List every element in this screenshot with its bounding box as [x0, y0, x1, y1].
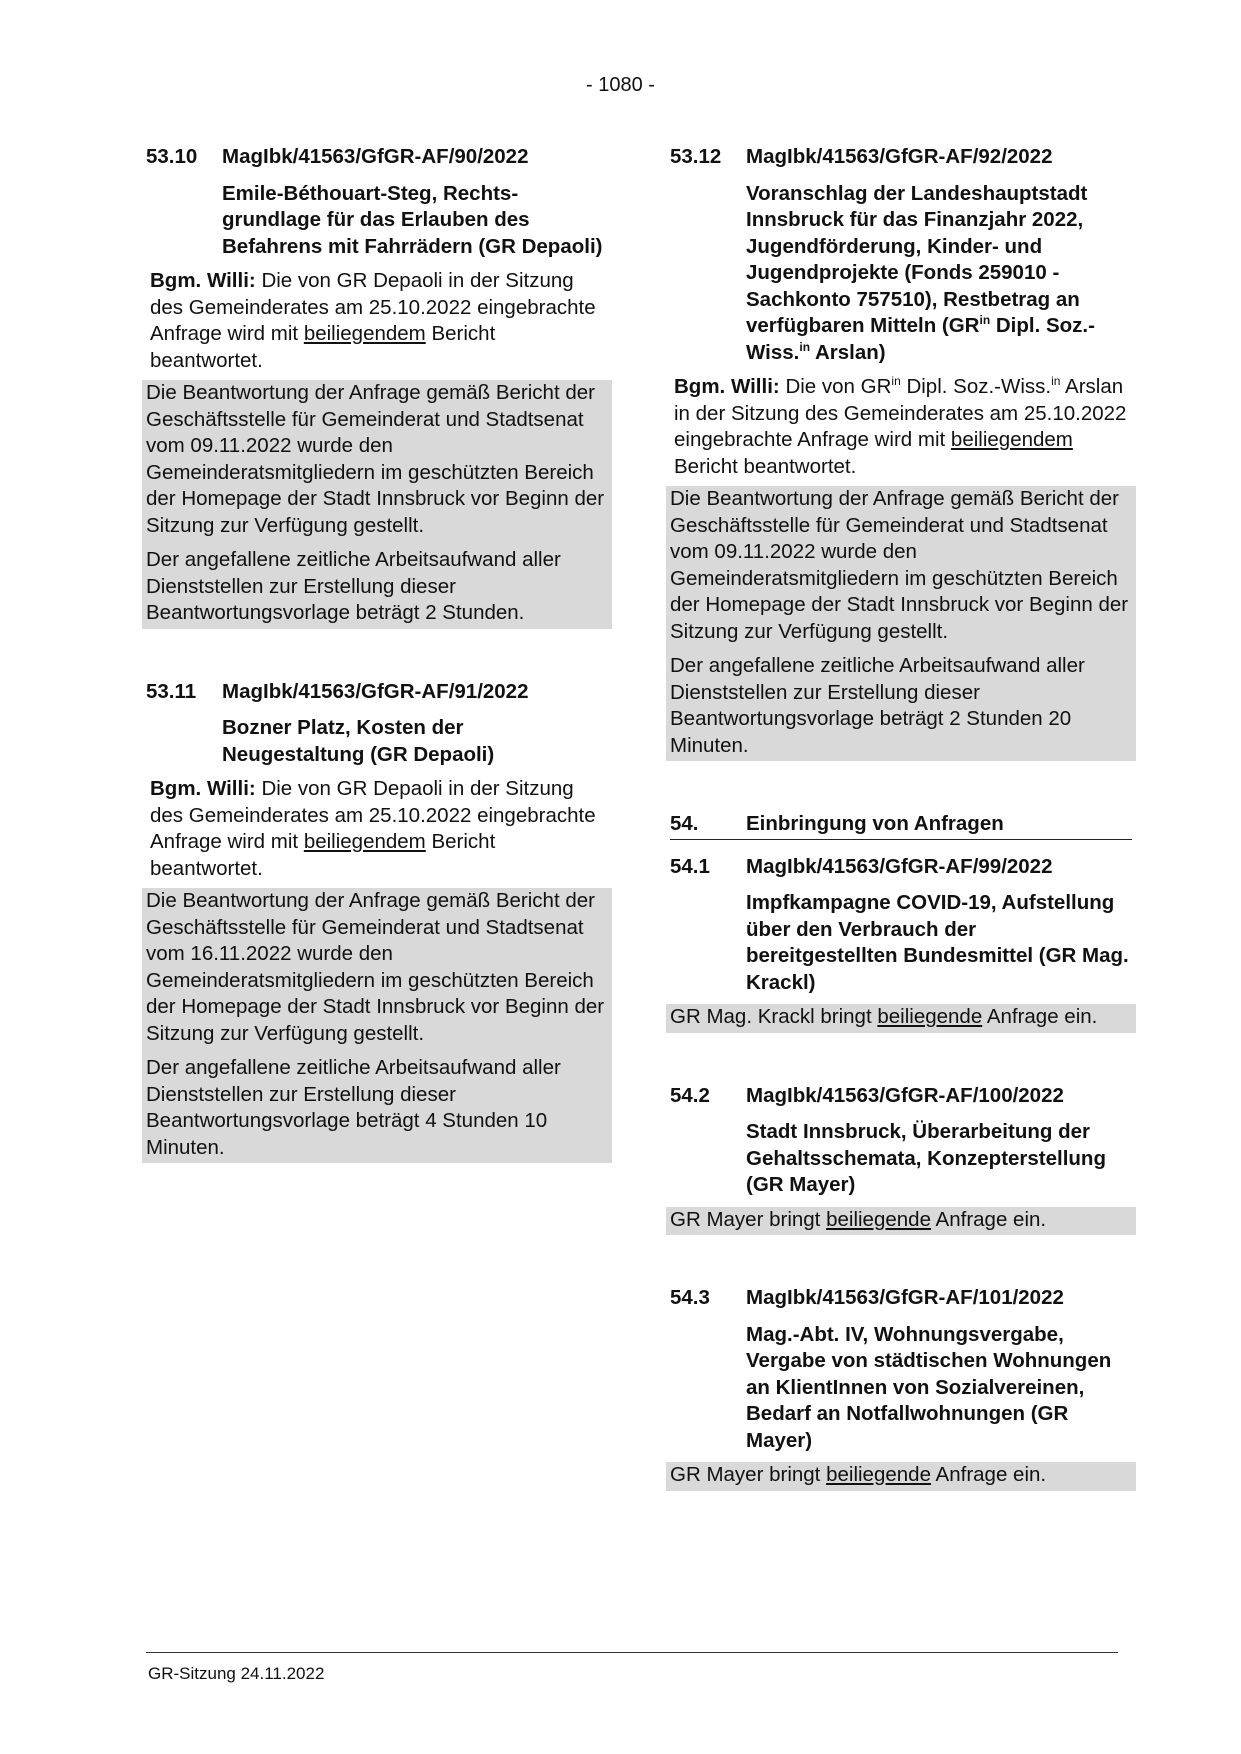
agenda-item-54-3	[670, 1285, 1132, 1491]
section-title: Einbringung von Anfragen	[746, 812, 1004, 835]
item-body	[670, 374, 1132, 480]
agenda-item-53-10	[146, 144, 608, 629]
shaded-text: GR Mayer bringt	[670, 1463, 821, 1486]
shaded-block	[666, 1207, 1136, 1236]
shaded-block	[142, 380, 612, 629]
shaded-paragraph: Die Beantwortung der Anfrage gemäß Bericht der Geschäftsstelle für Gemeinderat und Stadtsenat vom 09.11.2022 wurde den Gemeinderatsmitgliedern im geschützten Bereich der Homepage der Stadt Innsbruck vor Beginn der Sitzung zur Verfügung gestellt.	[670, 487, 1129, 643]
item-reference: MagIbk/41563/GfGR-AF/90/2022	[222, 145, 529, 168]
item-title	[746, 181, 1132, 367]
title-text: Dipl. Soz.-Wiss.	[746, 314, 1095, 364]
superscript: in	[891, 374, 901, 389]
item-number: 54.2	[670, 1083, 710, 1107]
page-number: - 1080 -	[586, 74, 655, 96]
item-number: 53.12	[670, 145, 722, 168]
title-text: Arslan)	[814, 340, 886, 364]
agenda-item-54-1	[670, 854, 1132, 1033]
item-title: Emile-Béthouart-Steg, Rechts-grundlage für das Erlauben des Befahrens mit Fahrrädern (GR Depaoli)	[222, 181, 603, 258]
item-reference: MagIbk/41563/GfGR-AF/91/2022	[222, 679, 529, 703]
item-reference: MagIbk/41563/GfGR-AF/99/2022	[746, 854, 1053, 878]
item-body	[146, 268, 608, 374]
body-text: Die von GR Depaoli in der Sitzung des Gemeinderates am 25.10.2022 eingebrachte Anfrage wird mit	[150, 269, 596, 345]
body-text-end: Bericht beantwortet.	[150, 322, 496, 372]
section-54	[670, 811, 1132, 1033]
left-column	[146, 144, 608, 1163]
underlined-word: beiliegendem	[303, 322, 426, 345]
underlined-word: beiliegendem	[950, 428, 1073, 451]
shaded-paragraph: Der angefallene zeitliche Arbeitsaufwand aller Dienststellen zur Erstellung dieser Beantwortungsvorlage beträgt 2 Stunden 20 Minuten.	[670, 654, 1085, 757]
speaker-label: Bgm. Willi:	[674, 375, 780, 398]
shaded-block	[666, 1462, 1136, 1491]
section-number: 54.	[670, 812, 699, 835]
body-text-end: Bericht beantwortet.	[150, 830, 496, 880]
item-header	[670, 1083, 1132, 1110]
footer-divider	[146, 1652, 1118, 1653]
item-title: Bozner Platz, Kosten der Neugestaltung (GR Depaoli)	[222, 716, 495, 766]
agenda-item-53-11	[146, 679, 608, 1164]
item-header	[670, 144, 1132, 171]
speaker-label: Bgm. Willi:	[150, 269, 256, 292]
speaker-label: Bgm. Willi:	[150, 777, 256, 800]
shaded-text-end: Anfrage ein.	[935, 1207, 1047, 1231]
shaded-text: GR Mag. Krackl bringt	[670, 1005, 872, 1028]
item-title: Impfkampagne COVID-19, Aufstellung über den Verbrauch der bereitgestellten Bundesmittel (GR Mag. Krackl)	[746, 891, 1129, 994]
shaded-text-end: Anfrage ein.	[935, 1463, 1047, 1486]
superscript: in	[799, 339, 811, 354]
underlined-word: beiliegende	[877, 1005, 983, 1028]
superscript: in	[979, 313, 991, 328]
underlined-word: beiliegende	[826, 1207, 931, 1231]
underlined-word: beiliegendem	[303, 830, 426, 853]
item-header	[146, 679, 608, 706]
shaded-paragraph	[670, 1004, 1132, 1031]
right-column	[670, 144, 1132, 1491]
body-text: Dipl. Soz.-Wiss.	[906, 375, 1052, 398]
title-text: Voranschlag der Landeshauptstadt Innsbruck für das Finanzjahr 2022, Jugendförderung, Kinder- und Jugendprojekte (Fonds 259010 - Sachkonto 757510), Restbetrag an verfügbaren Mitteln (GR	[746, 181, 1088, 337]
shaded-block	[666, 1004, 1136, 1033]
item-reference: MagIbk/41563/GfGR-AF/101/2022	[746, 1286, 1064, 1309]
shaded-paragraph: Der angefallene zeitliche Arbeitsaufwand aller Dienststellen zur Erstellung dieser Beantwortungsvorlage beträgt 2 Stunden.	[146, 548, 561, 624]
body-text: Arslan in der Sitzung des Gemeinderates am 25.10.2022 eingebrachte Anfrage wird mit	[674, 375, 1127, 451]
shaded-paragraph: Die Beantwortung der Anfrage gemäß Bericht der Geschäftsstelle für Gemeinderat und Stadtsenat vom 09.11.2022 wurde den Gemeinderatsmitgliedern im geschützten Bereich der Homepage der Stadt Innsbruck vor Beginn der Sitzung zur Verfügung gestellt.	[146, 381, 605, 537]
underlined-word: beiliegende	[826, 1463, 931, 1486]
shaded-block	[666, 486, 1136, 761]
body-text-end: Bericht beantwortet.	[674, 454, 857, 478]
item-number: 53.10	[146, 145, 198, 168]
agenda-item-54-2	[670, 1083, 1132, 1236]
item-header	[670, 854, 1132, 881]
item-header	[146, 144, 608, 171]
agenda-item-53-12	[670, 144, 1132, 761]
item-body	[146, 776, 608, 882]
superscript: in	[1051, 374, 1061, 389]
body-text: Die von GR Depaoli in der Sitzung des Gemeinderates am 25.10.2022 eingebrachte Anfrage wird mit	[150, 777, 596, 853]
item-header	[670, 1285, 1132, 1312]
section-header	[670, 811, 1132, 840]
item-reference: MagIbk/41563/GfGR-AF/92/2022	[746, 145, 1053, 168]
item-reference: MagIbk/41563/GfGR-AF/100/2022	[746, 1083, 1064, 1107]
item-number: 53.11	[146, 679, 197, 703]
shaded-paragraph	[670, 1207, 1132, 1234]
shaded-block	[142, 888, 612, 1163]
item-title: Stadt Innsbruck, Überarbeitung der Gehaltsschemata, Konzepterstellung (GR Mayer)	[746, 1120, 1106, 1196]
item-number: 54.1	[670, 854, 710, 878]
footer-text: GR-Sitzung 24.11.2022	[148, 1664, 325, 1683]
shaded-paragraph: Der angefallene zeitliche Arbeitsaufwand aller Dienststellen zur Erstellung dieser Beantwortungsvorlage beträgt 4 Stunden 10 Minuten.	[146, 1056, 561, 1159]
item-number: 54.3	[670, 1286, 710, 1309]
shaded-paragraph: Die Beantwortung der Anfrage gemäß Bericht der Geschäftsstelle für Gemeinderat und Stadtsenat vom 16.11.2022 wurde den Gemeinderatsmitgliedern im geschützten Bereich der Homepage der Stadt Innsbruck vor Beginn der Sitzung zur Verfügung gestellt.	[146, 889, 605, 1045]
shaded-text-end: Anfrage ein.	[986, 1005, 1098, 1028]
body-text: Die von GR	[785, 375, 892, 398]
shaded-paragraph	[670, 1462, 1132, 1489]
item-title: Mag.-Abt. IV, Wohnungsvergabe, Vergabe von städtischen Wohnungen an KlientInnen von Sozialvereinen, Bedarf an Notfallwohnungen (GR Mayer)	[746, 1322, 1112, 1452]
shaded-text: GR Mayer bringt	[670, 1207, 821, 1231]
